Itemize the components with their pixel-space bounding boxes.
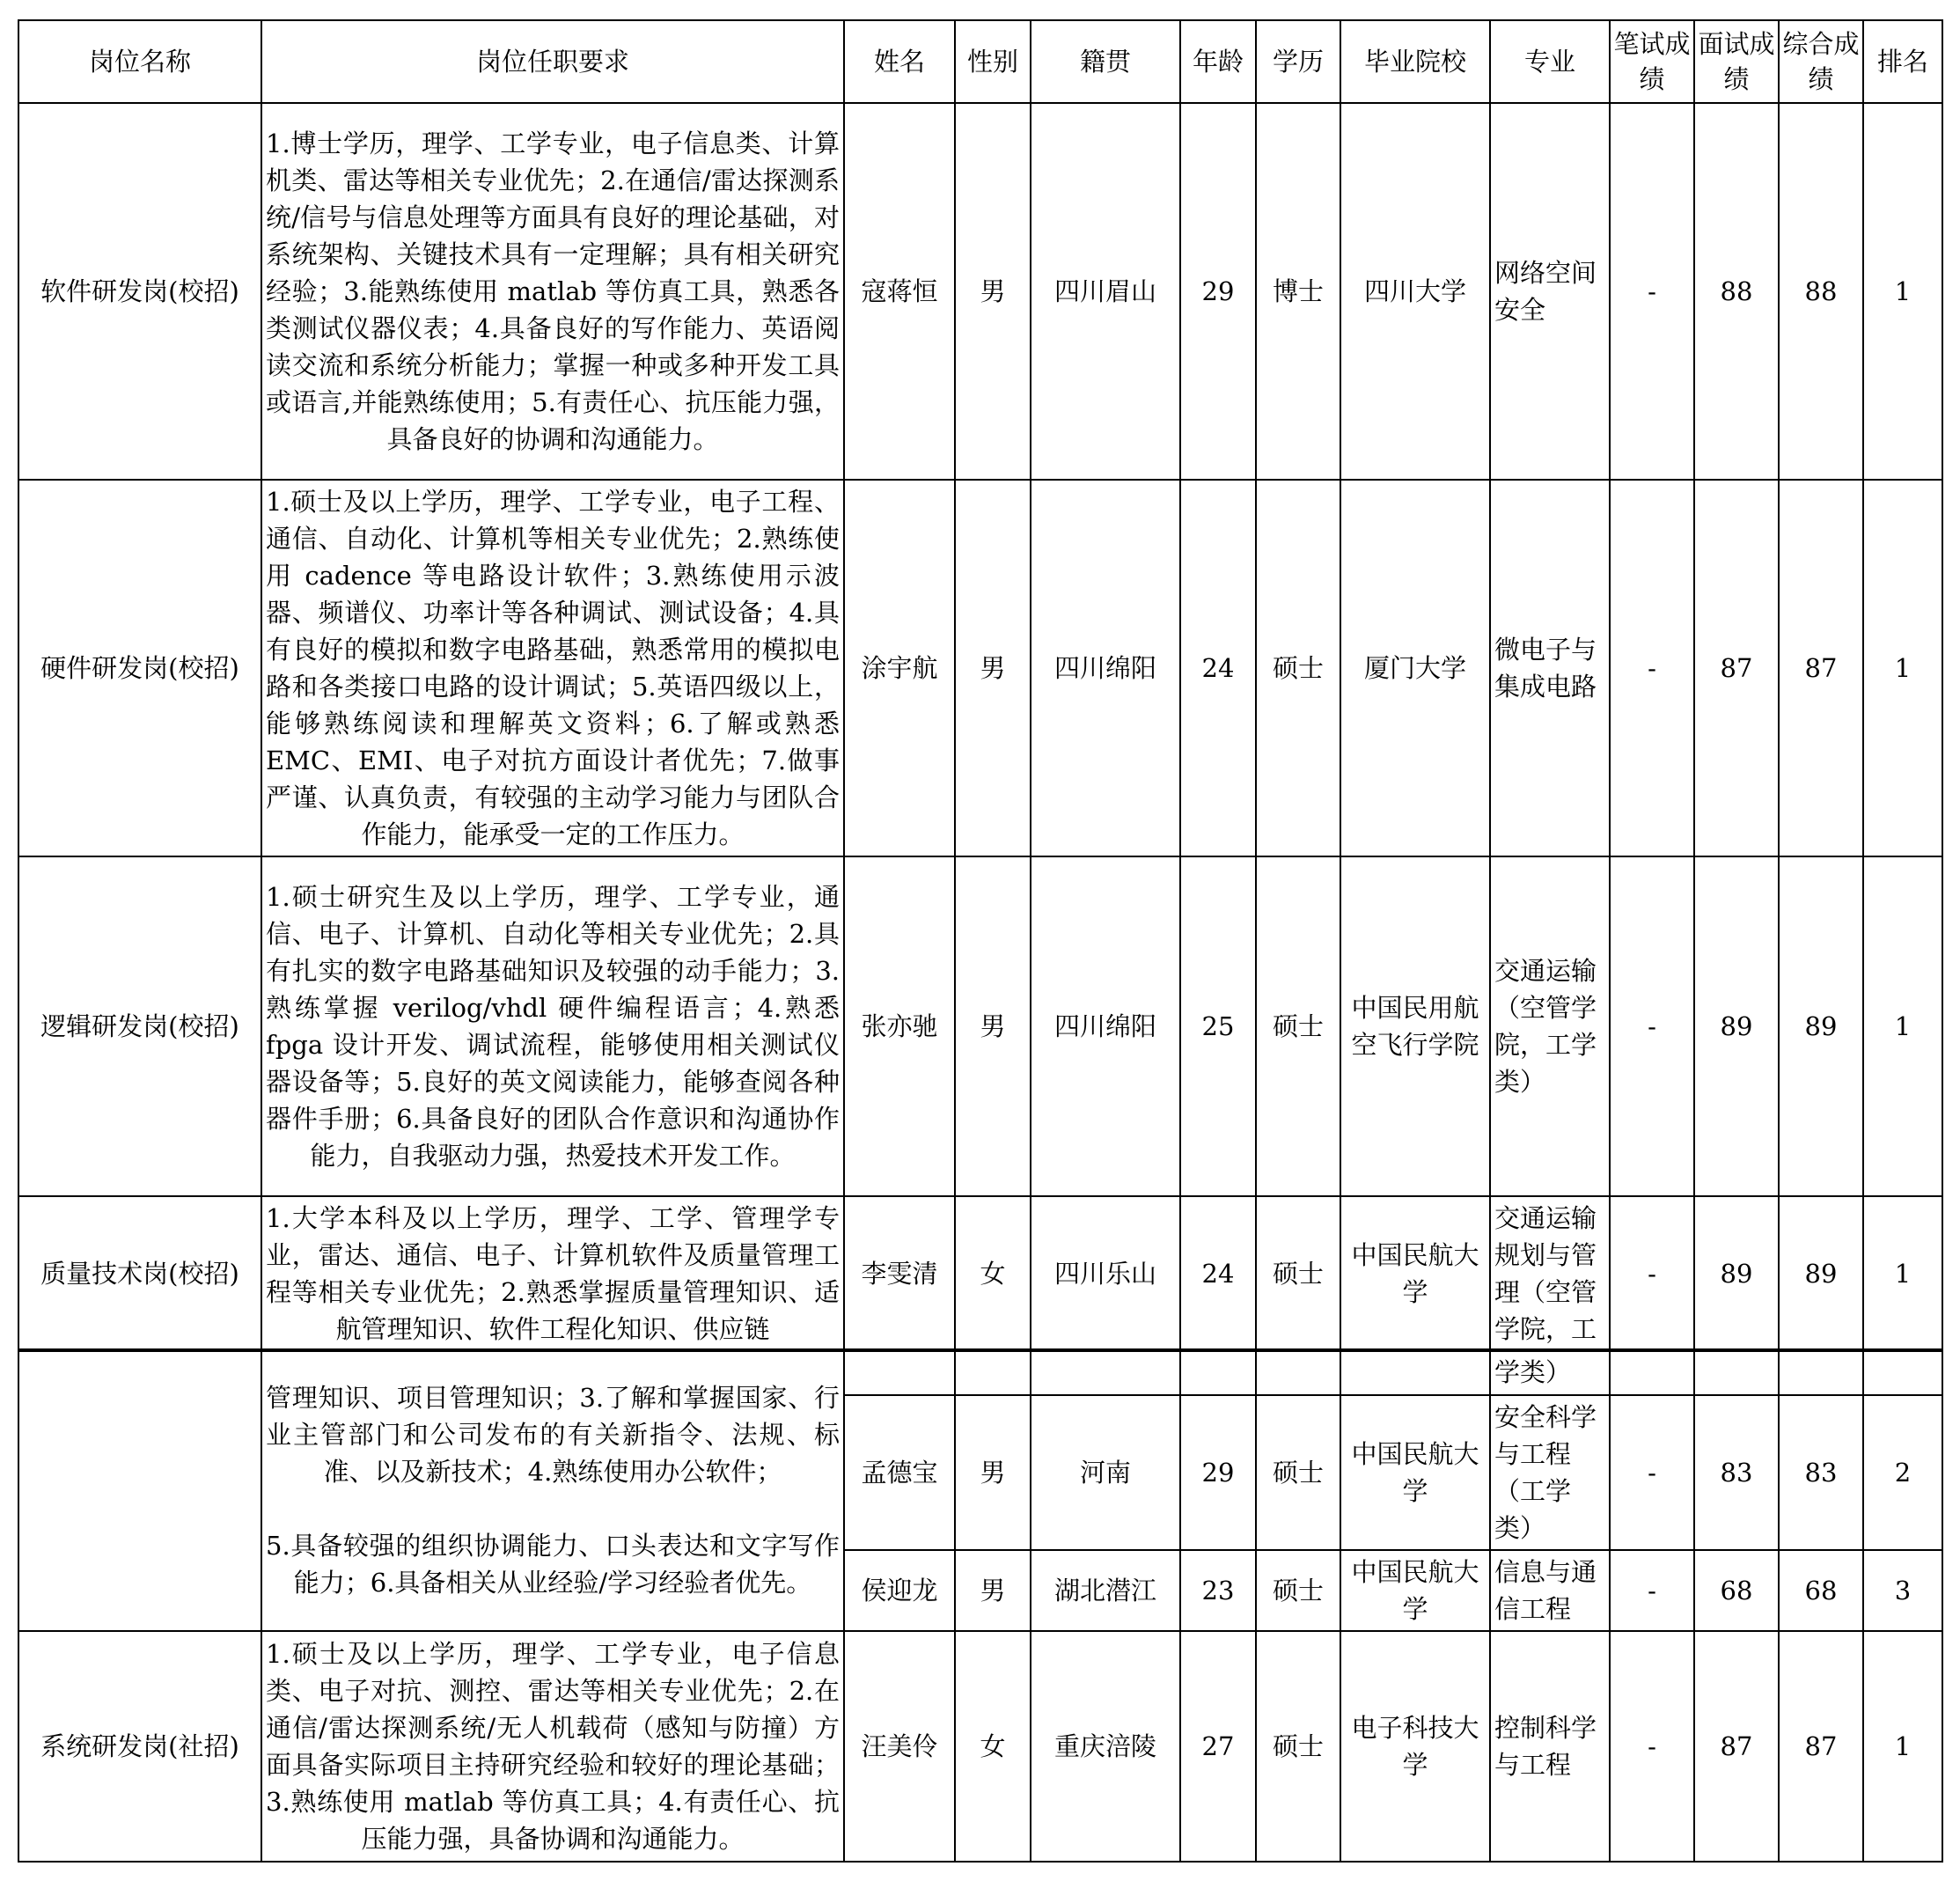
cell-total: 88: [1779, 103, 1863, 480]
cell-empty: [955, 1349, 1031, 1395]
cell-requirements: 1.硕士及以上学历，理学、工学专业，电子工程、通信、自动化、计算机等相关专业优先；2.熟练使用 cadence 等电路设计软件；3.熟练使用示波器、频谱仪、功率计等各种调试、测试设备；4.具有良好的模拟和数字电路基础，熟悉常用的模拟电路和各类接口电路的设计调试；5.英语四级以上，能够熟练阅读和理解英文资料；6.了解或熟悉 EMC、EMI、电子对抗方面设计者优先；7.做事严谨、认真负责，有较强的主动学习能力与团队合作能力，能承受一定的工作压力。: [261, 480, 844, 856]
table-row: [18, 1196, 1942, 1351]
cell-rank: 3: [1863, 1550, 1942, 1631]
cell-total: 68: [1779, 1550, 1863, 1631]
results-table: [18, 19, 1943, 1352]
cell-hometown: 四川眉山: [1031, 103, 1180, 480]
cell-written: -: [1610, 856, 1694, 1196]
cell-rank: 1: [1863, 103, 1942, 480]
cell-age: 25: [1180, 856, 1256, 1196]
header-hometown: 籍贯: [1031, 20, 1180, 103]
cell-major: 学类）: [1490, 1349, 1610, 1395]
cell-interview: 87: [1694, 480, 1779, 856]
cell-degree: 博士: [1256, 103, 1340, 480]
cell-age: 24: [1180, 1196, 1256, 1351]
cell-total: 89: [1779, 1196, 1863, 1351]
cell-school: 四川大学: [1340, 103, 1490, 480]
blank-line: [266, 1490, 840, 1527]
cell-degree: 硕士: [1256, 1631, 1340, 1862]
cell-total: 89: [1779, 856, 1863, 1196]
cell-empty: [1694, 1349, 1779, 1395]
cell-rank: 1: [1863, 856, 1942, 1196]
cell-major: 交通运输规划与管理（空管学院，工: [1490, 1196, 1610, 1351]
cell-gender: 男: [955, 1395, 1031, 1550]
cell-age: 29: [1180, 103, 1256, 480]
cell-hometown: 河南: [1031, 1395, 1180, 1550]
cell-school: 电子科技大学: [1340, 1631, 1490, 1862]
cell-degree: 硕士: [1256, 1196, 1340, 1351]
table-row: [18, 1349, 1942, 1395]
cell-age: 27: [1180, 1631, 1256, 1862]
cell-hometown: 重庆涪陵: [1031, 1631, 1180, 1862]
cell-name: 孟德宝: [844, 1395, 955, 1550]
header-total: 综合成绩: [1779, 20, 1863, 103]
cell-name: 寇蒋恒: [844, 103, 955, 480]
cell-rank: 1: [1863, 1196, 1942, 1351]
cell-position: 逻辑研发岗(校招): [18, 856, 261, 1196]
cell-name: 侯迎龙: [844, 1550, 955, 1631]
cell-school: 中国民航大学: [1340, 1196, 1490, 1351]
cell-major: 微电子与集成电路: [1490, 480, 1610, 856]
cell-gender: 男: [955, 103, 1031, 480]
table-row: [18, 103, 1942, 480]
cell-written: -: [1610, 1631, 1694, 1862]
header-row: [18, 20, 1942, 103]
cell-position: [18, 1349, 261, 1631]
cell-total: 87: [1779, 1631, 1863, 1862]
header-interview: 面试成绩: [1694, 20, 1779, 103]
header-degree: 学历: [1256, 20, 1340, 103]
cell-rank: 1: [1863, 480, 1942, 856]
cell-written: -: [1610, 1550, 1694, 1631]
cell-interview: 68: [1694, 1550, 1779, 1631]
cell-hometown: 四川绵阳: [1031, 856, 1180, 1196]
cell-degree: 硕士: [1256, 856, 1340, 1196]
cell-gender: 男: [955, 1550, 1031, 1631]
cell-interview: 87: [1694, 1631, 1779, 1862]
cell-written: -: [1610, 103, 1694, 480]
cell-gender: 女: [955, 1196, 1031, 1351]
cell-requirements: 1.博士学历，理学、工学专业，电子信息类、计算机类、雷达等相关专业优先；2.在通信/雷达探测系统/信号与信息处理等方面具有良好的理论基础，对系统架构、关键技术具有一定理解；具有相关研究经验；3.能熟练使用 matlab 等仿真工具，熟悉各类测试仪器仪表；4.具备良好的写作能力、英语阅读交流和系统分析能力；掌握一种或多种开发工具或语言,并能熟练使用；5.有责任心、抗压能力强，具备良好的协调和沟通能力。: [261, 103, 844, 480]
cell-school: 中国民航大学: [1340, 1395, 1490, 1550]
table-row: [18, 1631, 1942, 1862]
header-age: 年龄: [1180, 20, 1256, 103]
cell-total: 83: [1779, 1395, 1863, 1550]
cell-interview: 88: [1694, 103, 1779, 480]
header-requirements: 岗位任职要求: [261, 20, 844, 103]
header-position: 岗位名称: [18, 20, 261, 103]
header-name: 姓名: [844, 20, 955, 103]
cell-name: 张亦驰: [844, 856, 955, 1196]
header-gender: 性别: [955, 20, 1031, 103]
header-written: 笔试成绩: [1610, 20, 1694, 103]
cell-school: 中国民航大学: [1340, 1550, 1490, 1631]
cell-gender: 女: [955, 1631, 1031, 1862]
cell-empty: [1031, 1349, 1180, 1395]
cell-position: 硬件研发岗(校招): [18, 480, 261, 856]
cell-hometown: 四川乐山: [1031, 1196, 1180, 1351]
cell-name: 汪美伶: [844, 1631, 955, 1862]
cell-empty: [1180, 1349, 1256, 1395]
cell-written: -: [1610, 1196, 1694, 1351]
header-rank: 排名: [1863, 20, 1942, 103]
cell-gender: 男: [955, 856, 1031, 1196]
header-major: 专业: [1490, 20, 1610, 103]
results-table-continued: [18, 1348, 1943, 1863]
cell-degree: 硕士: [1256, 480, 1340, 856]
cell-major: 交通运输（空管学院，工学类）: [1490, 856, 1610, 1196]
cell-position: 软件研发岗(校招): [18, 103, 261, 480]
cell-empty: [1779, 1349, 1863, 1395]
cell-interview: 89: [1694, 1196, 1779, 1351]
cell-major: 信息与通信工程: [1490, 1550, 1610, 1631]
cell-hometown: 四川绵阳: [1031, 480, 1180, 856]
cell-empty: [1256, 1349, 1340, 1395]
cell-hometown: 湖北潜江: [1031, 1550, 1180, 1631]
cell-requirements: 1.大学本科及以上学历，理学、工学、管理学专业，雷达、通信、电子、计算机软件及质量管理工程等相关专业优先；2.熟悉掌握质量管理知识、适航管理知识、软件工程化知识、供应链: [261, 1196, 844, 1351]
requirements-part-b: 5.具备较强的组织协调能力、口头表达和文字写作能力；6.具备相关从业经验/学习经验者优先。: [266, 1531, 840, 1598]
cell-gender: 男: [955, 480, 1031, 856]
table-row: [18, 856, 1942, 1196]
table-row: [18, 480, 1942, 856]
cell-degree: 硕士: [1256, 1550, 1340, 1631]
cell-major: 网络空间安全: [1490, 103, 1610, 480]
cell-written: -: [1610, 480, 1694, 856]
cell-age: 23: [1180, 1550, 1256, 1631]
cell-name: 涂宇航: [844, 480, 955, 856]
cell-degree: 硕士: [1256, 1395, 1340, 1550]
cell-interview: 83: [1694, 1395, 1779, 1550]
cell-position: 质量技术岗(校招): [18, 1196, 261, 1351]
cell-rank: 2: [1863, 1395, 1942, 1550]
cell-school: 中国民用航空飞行学院: [1340, 856, 1490, 1196]
cell-requirements: 1.硕士研究生及以上学历，理学、工学专业，通信、电子、计算机、自动化等相关专业优先；2.具有扎实的数字电路基础知识及较强的动手能力；3.熟练掌握 verilog/vhdl 硬件编程语言；4.熟悉 fpga 设计开发、调试流程，能够使用相关测试仪器设备等；5.良好的英文阅读能力，能够查阅各种器件手册；6.具备良好的团队合作意识和沟通协作能力，自我驱动力强，热爱技术开发工作。: [261, 856, 844, 1196]
cell-total: 87: [1779, 480, 1863, 856]
cell-age: 29: [1180, 1395, 1256, 1550]
cell-empty: [1610, 1349, 1694, 1395]
cell-major: 控制科学与工程: [1490, 1631, 1610, 1862]
cell-empty: [1863, 1349, 1942, 1395]
cell-position: 系统研发岗(社招): [18, 1631, 261, 1862]
cell-empty: [1340, 1349, 1490, 1395]
cell-major: 安全科学与工程（工学类）: [1490, 1395, 1610, 1550]
header-school: 毕业院校: [1340, 20, 1490, 103]
cell-age: 24: [1180, 480, 1256, 856]
cell-requirements: [261, 1349, 844, 1631]
cell-rank: 1: [1863, 1631, 1942, 1862]
cell-empty: [844, 1349, 955, 1395]
requirements-part-a: 管理知识、项目管理知识；3.了解和掌握国家、行业主管部门和公司发布的有关新指令、法规、标准、以及新技术；4.熟练使用办公软件；: [266, 1383, 840, 1487]
cell-requirements: 1.硕士及以上学历，理学、工学专业，电子信息类、电子对抗、测控、雷达等相关专业优先；2.在通信/雷达探测系统/无人机载荷（感知与防撞）方面具备实际项目主持研究经验和较好的理论基础；3.熟练使用 matlab 等仿真工具；4.有责任心、抗压能力强，具备协调和沟通能力。: [261, 1631, 844, 1862]
cell-school: 厦门大学: [1340, 480, 1490, 856]
cell-interview: 89: [1694, 856, 1779, 1196]
cell-written: -: [1610, 1395, 1694, 1550]
cell-name: 李雯清: [844, 1196, 955, 1351]
